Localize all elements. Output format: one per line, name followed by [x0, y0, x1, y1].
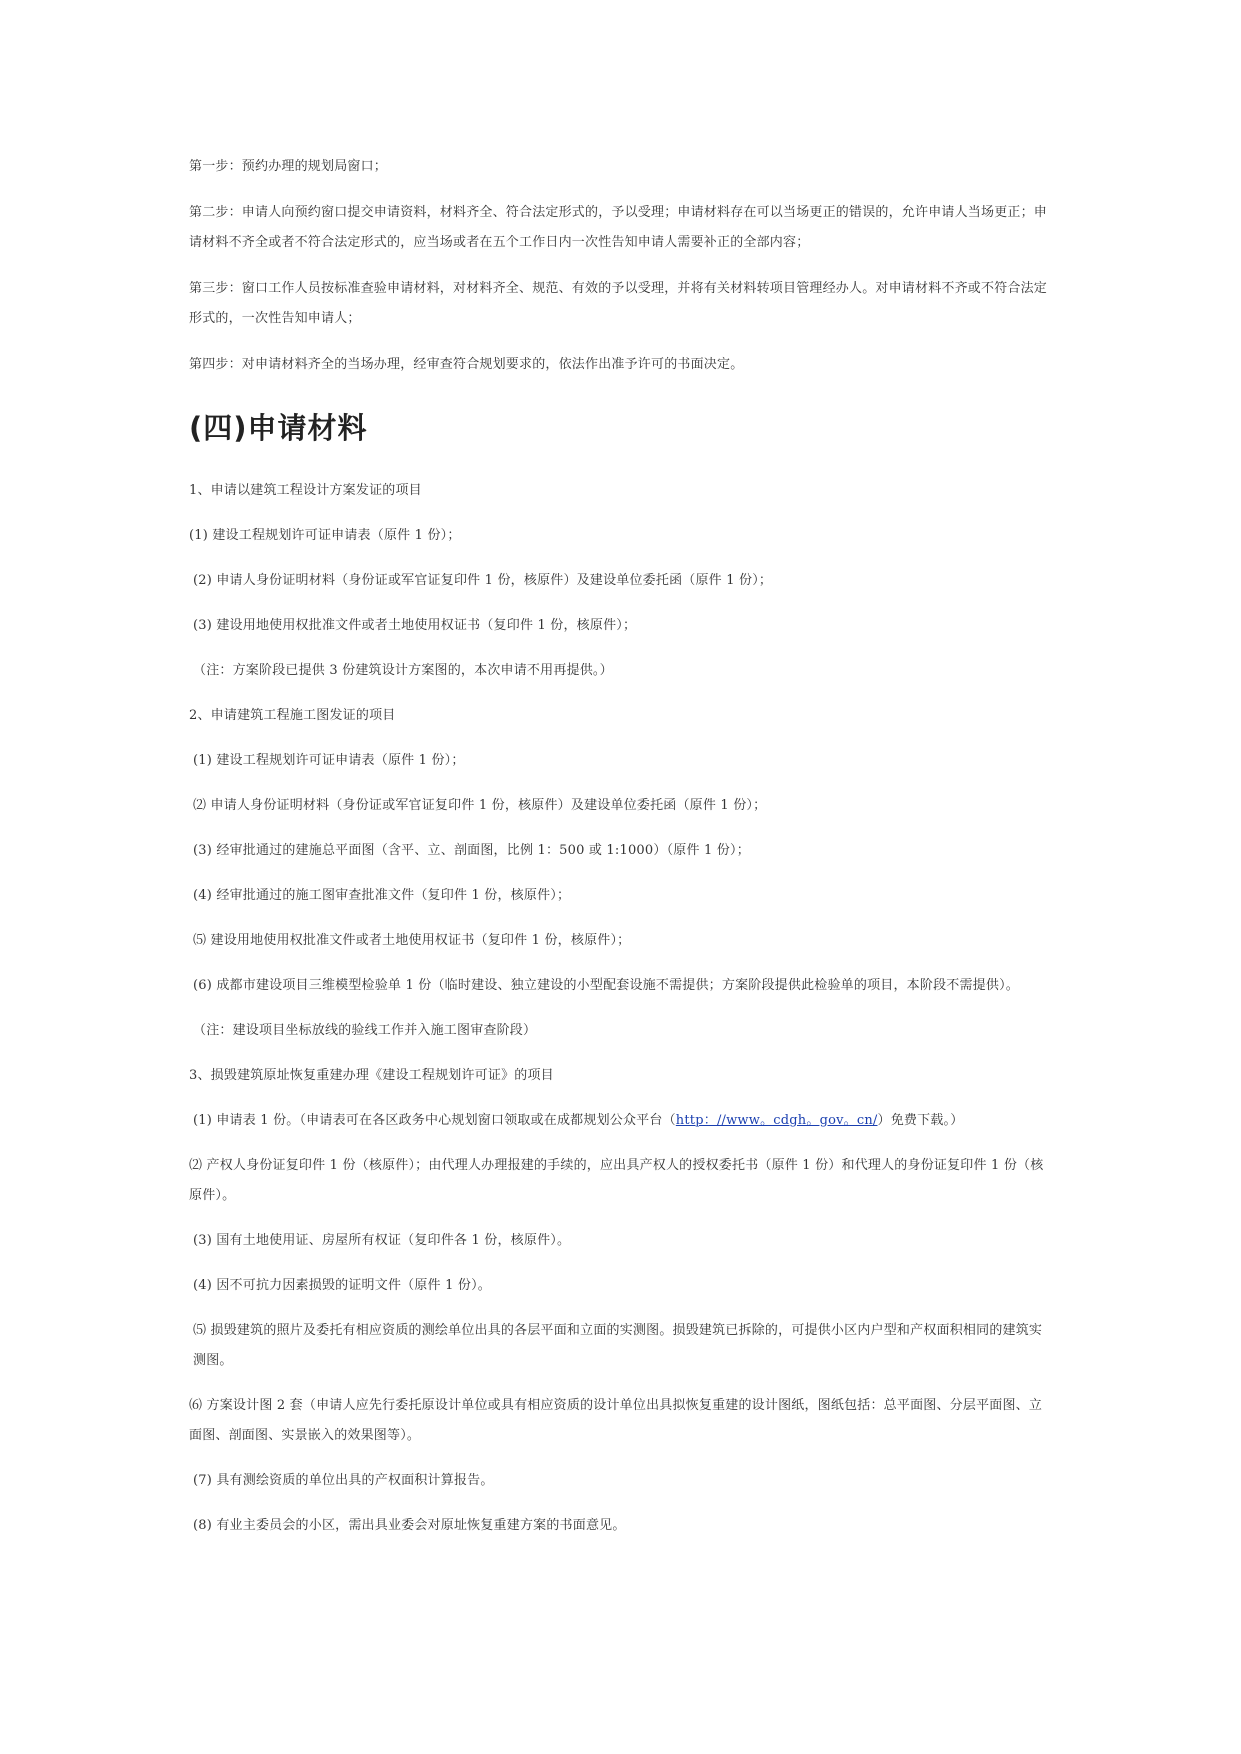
group-1-item-1: (1) 建设工程规划许可证申请表（原件 1 份）； — [189, 528, 461, 543]
step-2: 第二步：申请人向预约窗口提交申请资料，材料齐全、符合法定形式的，予以受理；申请材料存在可以当场更正的错误的，允许申请人当场更正；申请材料不齐全或者不符合法定形式的，应当场或者在五个工作日内一次性告知申请人需要补正的全部内容； — [189, 205, 1048, 250]
group-2-note: （注：建设项目坐标放线的验线工作并入施工图审查阶段） — [193, 1023, 537, 1038]
group-2-item-5: ⑸ 建设用地使用权批准文件或者土地使用权证书（复印件 1 份，核原件）； — [193, 933, 631, 948]
group-2-item-4: (4) 经审批通过的施工图审查批准文件（复印件 1 份，核原件）； — [193, 888, 571, 903]
group-2-item-2: ⑵ 申请人身份证明材料（身份证或军官证复印件 1 份，核原件）及建设单位委托函（原件 1 份）； — [193, 798, 767, 813]
group-1-title: 1、申请以建筑工程设计方案发证的项目 — [189, 483, 422, 498]
group-3-item-2: ⑵ 产权人身份证复印件 1 份（核原件）；由代理人办理报建的手续的，应出具产权人的授权委托书（原件 1 份）和代理人的身份证复印件 1 份（核原件）。 — [189, 1158, 1044, 1203]
group-3-item-3: (3) 国有土地使用证、房屋所有权证（复印件各 1 份，核原件）。 — [193, 1233, 571, 1248]
group-3-item-4: (4) 因不可抗力因素损毁的证明文件（原件 1 份）。 — [193, 1278, 491, 1293]
group-3-item-8: (8) 有业主委员会的小区，需出具业委会对原址恢复重建方案的书面意见。 — [193, 1518, 626, 1533]
document-content — [189, 152, 1055, 1556]
group-2-title: 2、申请建筑工程施工图发证的项目 — [189, 708, 396, 723]
step-4: 第四步：对申请材料齐全的当场办理，经审查符合规划要求的，依法作出准予许可的书面决定。 — [189, 357, 744, 372]
group-1-item-3: (3) 建设用地使用权批准文件或者土地使用权证书（复印件 1 份，核原件）； — [193, 618, 637, 633]
step-1: 第一步：预约办理的规划局窗口； — [189, 159, 388, 174]
group-3-item-7: (7) 具有测绘资质的单位出具的产权面积计算报告。 — [193, 1473, 494, 1488]
group-3-title: 3、损毁建筑原址恢复重建办理《建设工程规划许可证》的项目 — [189, 1068, 554, 1083]
group-2-item-3: (3) 经审批通过的建施总平面图（含平、立、剖面图，比例 1：500 或 1:1000）（原件 1 份）； — [193, 843, 750, 858]
group-3-item-1-tail: ）免费下载。） — [877, 1113, 964, 1128]
step-3: 第三步：窗口工作人员按标准查验申请材料，对材料齐全、规范、有效的予以受理，并将有关材料转项目管理经办人。对申请材料不齐或不符合法定形式的，一次性告知申请人； — [189, 281, 1048, 326]
cdgh-link[interactable]: http：//www。cdgh。gov。cn/ — [675, 1113, 878, 1128]
group-1-item-2: (2) 申请人身份证明材料（身份证或军官证复印件 1 份，核原件）及建设单位委托函（原件 1 份）； — [193, 573, 773, 588]
group-2-item-1: (1) 建设工程规划许可证申请表（原件 1 份）； — [193, 753, 465, 768]
group-3-item-1-text: (1) 申请表 1 份。（申请表可在各区政务中心规划窗口领取或在成都规划公众平台（ — [193, 1113, 676, 1128]
group-2-item-6: (6) 成都市建设项目三维模型检验单 1 份（临时建设、独立建设的小型配套设施不需提供；方案阶段提供此检验单的项目，本阶段不需提供）。 — [193, 978, 1019, 993]
group-3-item-6: ⑹ 方案设计图 2 套（申请人应先行委托原设计单位或具有相应资质的设计单位出具拟恢复重建的设计图纸，图纸包括：总平面图、分层平面图、立面图、剖面图、实景嵌入的效果图等）。 — [189, 1398, 1043, 1443]
group-3-item-5: ⑸ 损毁建筑的照片及委托有相应资质的测绘单位出具的各层平面和立面的实测图。损毁建筑已拆除的，可提供小区内户型和产权面积相同的建筑实测图。 — [193, 1323, 1043, 1368]
group-1-note: （注：方案阶段已提供 3 份建筑设计方案图的，本次申请不用再提供。） — [193, 663, 613, 678]
section-heading: (四)申请材料 — [189, 411, 368, 445]
group-3-item-1 — [189, 1106, 1055, 1136]
